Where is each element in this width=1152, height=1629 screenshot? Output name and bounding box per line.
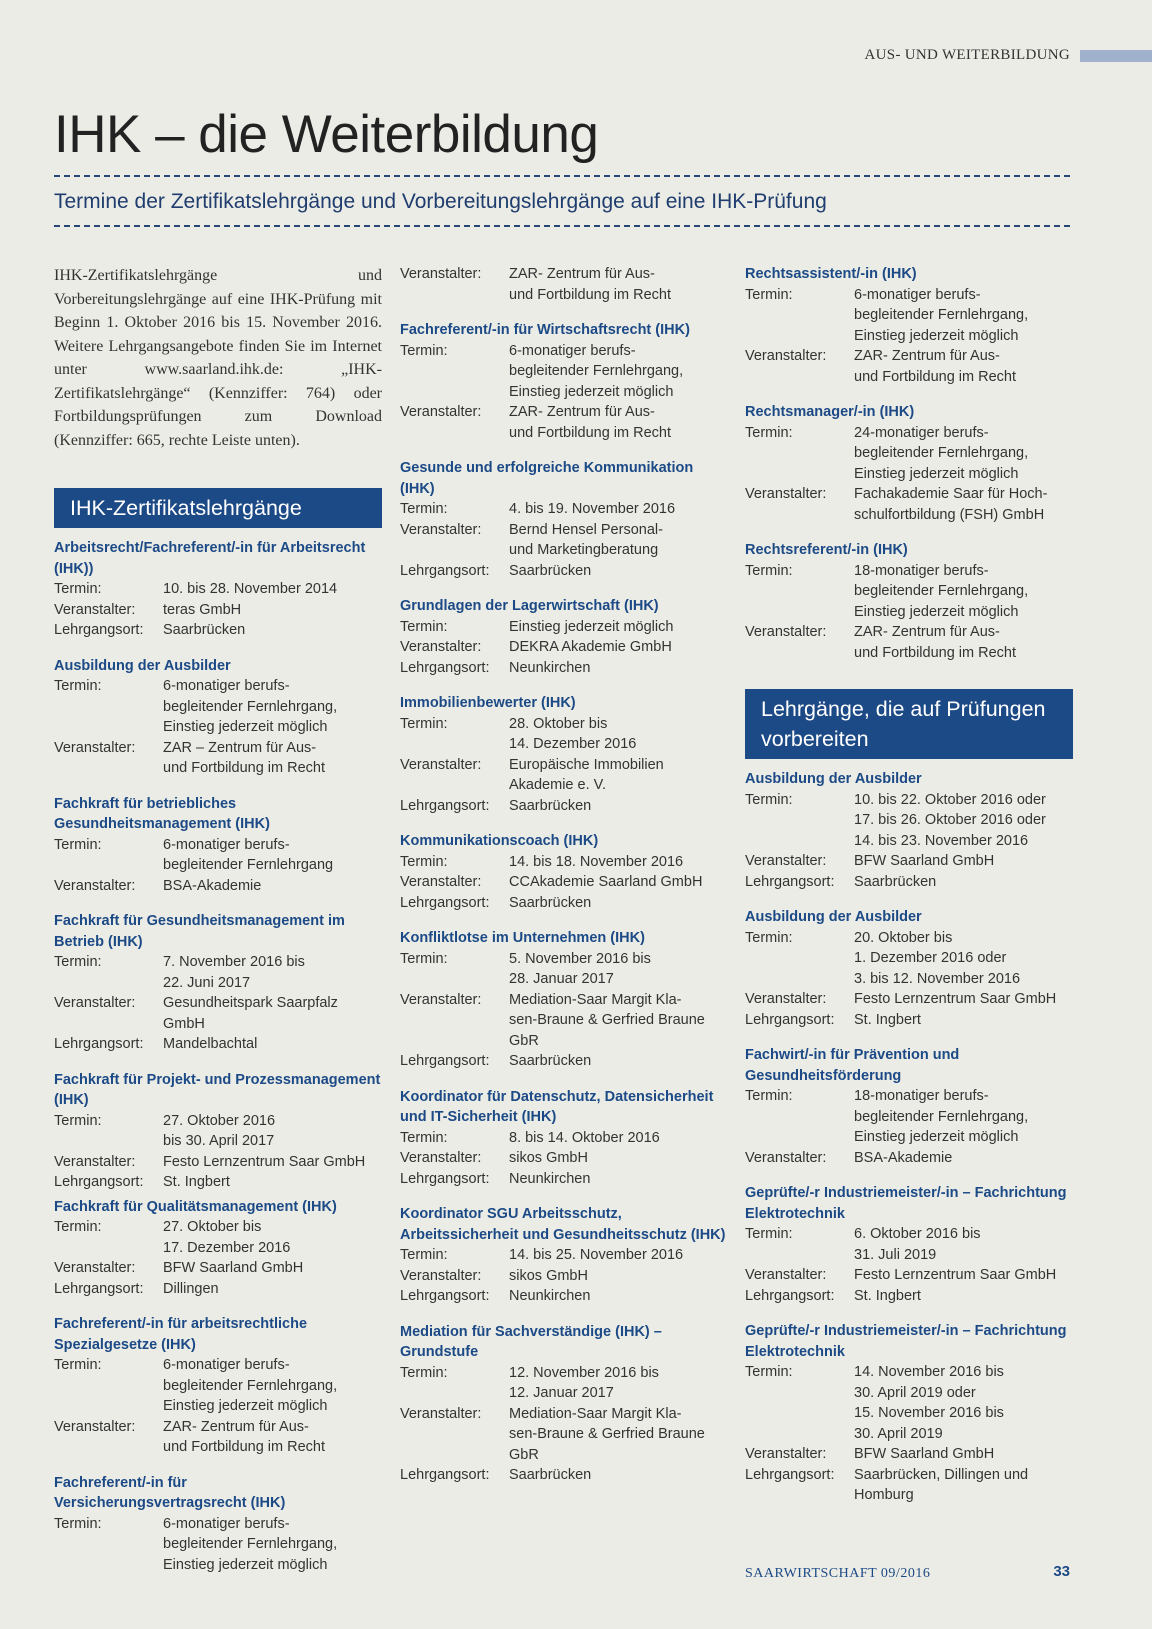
entry-row [400, 1465, 728, 1486]
course-title: Gesunde und erfolgreiche Kommunikation (IHK) [400, 460, 694, 497]
course-entry [745, 264, 1073, 387]
course-entry [54, 1314, 382, 1458]
row-label: Lehrgangsort: [400, 797, 490, 814]
row-value: Saarbrücken [509, 1467, 592, 1483]
entry-row [54, 1417, 382, 1458]
row-value: St. Ingbert [854, 1287, 921, 1304]
entry-row [54, 835, 382, 876]
row-value: ZAR- Zentrum für Aus- und Fortbildung im Recht [163, 1418, 325, 1455]
entry-row [400, 1148, 728, 1169]
entry-row [745, 1010, 1073, 1031]
course-title: Ausbildung der Ausbilder [745, 909, 922, 925]
row-value: CCAkademie Saarland GmbH [509, 874, 703, 890]
row-label: Veranstalter: [54, 1153, 136, 1170]
column-2 [400, 264, 728, 1501]
row-label: Veranstalter: [745, 348, 827, 364]
entry-row [745, 1148, 1073, 1169]
row-label: Lehrgangsort: [400, 659, 490, 676]
row-value: Festo Lernzentrum Saar GmbH [163, 1153, 366, 1170]
course-entry [745, 402, 1073, 525]
row-value: 24-monatiger berufs- begleitender Fernlehrgang, Einstieg jederzeit möglich [854, 424, 1029, 482]
row-label: Termin: [745, 424, 793, 441]
row-label: Veranstalter: [745, 991, 827, 1007]
row-label: Termin: [745, 1226, 793, 1242]
row-value: Europäische Immobilien Akademie e. V. [509, 756, 664, 793]
entry-row [54, 1514, 382, 1576]
row-value: ZAR- Zentrum für Aus- und Fortbildung im Recht [509, 404, 671, 441]
course-title: Rechtsreferent/-in (IHK) [745, 542, 908, 558]
row-value: 27. Oktober bis 17. Dezember 2016 [163, 1219, 291, 1256]
row-value: Fachakademie Saar für Hoch- schulfortbildung (FSH) GmbH [854, 486, 1048, 523]
row-value: 18-monatiger berufs- begleitender Fernlehrgang, Einstieg jederzeit möglich [854, 1088, 1029, 1145]
entry-row [400, 852, 728, 873]
entry-row [400, 1404, 728, 1466]
course-entry [745, 540, 1073, 663]
row-label: Veranstalter: [400, 1267, 482, 1284]
row-label: Veranstalter: [400, 266, 482, 282]
entry-row [745, 1286, 1073, 1307]
course-list-col3a [745, 264, 1073, 663]
row-label: Veranstalter: [745, 1149, 827, 1166]
course-entry [745, 1183, 1073, 1306]
section-box-zertifikat: IHK-Zertifikatslehrgänge [54, 488, 382, 528]
row-value: BFW Saarland GmbH [854, 1446, 995, 1462]
row-label: Lehrgangsort: [745, 1466, 835, 1483]
entry-row [745, 1224, 1073, 1265]
row-value: 6-monatiger berufs- begleitender Fernlehrgang [163, 836, 334, 873]
row-label: Veranstalter: [54, 1260, 136, 1276]
row-value: sikos GmbH [509, 1150, 588, 1166]
course-title: Fachwirt/-in für Prävention und Gesundheitsförderung [745, 1047, 960, 1084]
row-label: Lehrgangsort: [745, 1287, 835, 1304]
entry-row [400, 402, 728, 443]
entry-row [54, 993, 382, 1034]
row-value: ZAR- Zentrum für Aus- und Fortbildung im Recht [854, 348, 1016, 385]
section-label: AUS- UND WEITERBILDUNG [864, 47, 1070, 63]
course-title: Fachkraft für Projekt- und Prozessmanagement (IHK) [54, 1071, 381, 1108]
course-title: Fachkraft für betriebliches Gesundheitsmanagement (IHK) [54, 795, 270, 832]
row-value: Saarbrücken, Dillingen und Homburg [854, 1466, 1029, 1503]
row-label: Lehrgangsort: [54, 1174, 144, 1190]
row-value: 5. November 2016 bis 28. Januar 2017 [509, 950, 651, 987]
row-value: 14. bis 25. November 2016 [509, 1247, 684, 1263]
row-label: Veranstalter: [400, 1405, 482, 1422]
row-label: Termin: [400, 1364, 448, 1381]
entry-row [400, 499, 728, 520]
row-label: Lehrgangsort: [400, 1053, 490, 1069]
entry-row [400, 1266, 728, 1287]
course-entry [400, 596, 728, 678]
intro-text: IHK-Zertifikatslehrgänge und Vorbereitungslehrgänge auf eine IHK-Prüfung mit Beginn 1. Oktober 2016 bis 15. November 2016. Weitere Lehrgangsangebote finden Sie im Internet unter www.saarland.ihk.de: „IHK-Zertifikatslehrgänge“ (Kennziffer: 764) oder Fortbildungsprüfungen zum Download (Kennziffer: 665, rechte Leiste unten). [54, 267, 382, 449]
row-label: Termin: [745, 1088, 793, 1104]
row-label: Termin: [54, 1219, 102, 1235]
entry-row [54, 1111, 382, 1152]
row-label: Veranstalter: [400, 639, 482, 655]
course-title: Rechtsassistent/-in (IHK) [745, 266, 917, 282]
row-label: Veranstalter: [54, 739, 136, 756]
row-label: Lehrgangsort: [745, 1011, 835, 1028]
row-value: 14. November 2016 bis 30. April 2019 oder 15. November 2016 bis 30. April 2019 [854, 1364, 1004, 1442]
row-label: Veranstalter: [745, 1267, 827, 1283]
row-label: Lehrgangsort: [400, 1467, 490, 1483]
row-value: ZAR- Zentrum für Aus- und Fortbildung im Recht [509, 266, 671, 303]
course-title: Fachkraft für Gesundheitsmanagement im Betrieb (IHK) [54, 913, 345, 950]
section-box-pruefungen: Lehrgänge, die auf Prüfungen vorbereiten [745, 689, 1073, 759]
row-label: Lehrgangsort: [400, 1170, 490, 1187]
course-list-col3b [745, 769, 1073, 1506]
continued-entry [400, 264, 728, 305]
course-entry [54, 1473, 382, 1576]
entry-row [400, 1363, 728, 1404]
row-label: Lehrgangsort: [400, 1288, 490, 1304]
section-bar [1080, 50, 1152, 62]
entry-row [400, 1286, 728, 1307]
entry-row [745, 561, 1073, 623]
row-label: Termin: [54, 1515, 102, 1532]
course-entry [400, 1322, 728, 1486]
row-value: Saarbrücken [509, 1053, 592, 1069]
entry-row [54, 876, 382, 897]
row-value: 18-monatiger berufs- begleitender Fernlehrgang, Einstieg jederzeit möglich [854, 562, 1029, 620]
course-entry [54, 911, 382, 1055]
row-label: Termin: [745, 791, 793, 808]
row-label: Veranstalter: [54, 601, 136, 618]
course-list-col1 [54, 538, 382, 1575]
course-title: Grundlagen der Lagerwirtschaft (IHK) [400, 598, 659, 614]
row-value: ZAR- Zentrum für Aus- und Fortbildung im Recht [854, 624, 1016, 661]
entry-row [400, 1245, 728, 1266]
row-value: Gesundheitspark Saarpfalz GmbH [163, 995, 338, 1032]
row-value: 4. bis 19. November 2016 [509, 501, 676, 517]
course-title: Geprüfte/-r Industriemeister/-in – Fachrichtung Elektrotechnik [745, 1323, 1067, 1360]
row-value: BSA-Akademie [854, 1149, 953, 1166]
row-value: 8. bis 14. Oktober 2016 [509, 1129, 660, 1146]
row-label: Termin: [745, 286, 793, 303]
course-entry [745, 907, 1073, 1030]
entry-row [745, 622, 1073, 663]
row-value: Saarbrücken [509, 797, 592, 814]
entry-row [745, 484, 1073, 525]
row-label: Veranstalter: [745, 853, 827, 869]
course-entry [745, 1045, 1073, 1168]
entry-row [745, 872, 1073, 893]
row-label: Lehrgangsort: [54, 622, 144, 638]
row-value: BSA-Akademie [163, 877, 262, 894]
row-label: Lehrgangsort: [400, 562, 490, 579]
row-label: Termin: [400, 501, 448, 517]
entry-row [745, 851, 1073, 872]
course-entry [54, 538, 382, 641]
row-value: 10. bis 22. Oktober 2016 oder 17. bis 26. Oktober 2016 oder 14. bis 23. November 2016 [854, 791, 1046, 849]
row-value: 6-monatiger berufs- begleitender Fernlehrgang, Einstieg jederzeit möglich [854, 286, 1029, 344]
row-value: St. Ingbert [854, 1011, 921, 1028]
row-value: 28. Oktober bis 14. Dezember 2016 [509, 715, 637, 752]
row-label: Termin: [400, 342, 448, 359]
row-value: Mediation-Saar Margit Kla- sen-Braune & Gerfried Braune GbR [509, 991, 705, 1049]
publication-name: SAARWIRTSCHAFT 09/2016 [745, 1566, 931, 1581]
row-label: Veranstalter: [400, 521, 482, 538]
entry-row [400, 1051, 728, 1072]
row-label: Veranstalter: [54, 1418, 136, 1435]
entry-row [400, 714, 728, 755]
course-list-col2 [400, 320, 728, 1486]
row-value: sikos GmbH [509, 1267, 588, 1284]
page-title: IHK – die Weiterbildung [54, 105, 599, 164]
row-value: St. Ingbert [163, 1174, 230, 1190]
row-label: Termin: [54, 836, 102, 853]
course-entry [400, 320, 728, 443]
course-title: Fachkraft für Qualitätsmanagement (IHK) [54, 1198, 337, 1215]
column-3 [745, 264, 1073, 1521]
course-title: Konfliktlotse im Unternehmen (IHK) [400, 930, 645, 946]
entry-row [400, 561, 728, 582]
row-value: Saarbrücken [163, 622, 246, 638]
entry-row [745, 1444, 1073, 1465]
row-value: Saarbrücken [509, 894, 592, 911]
entry-row [400, 755, 728, 796]
row-value: 14. bis 18. November 2016 [509, 853, 684, 870]
row-value: 6-monatiger berufs- begleitender Fernlehrgang, Einstieg jederzeit möglich [509, 342, 684, 400]
row-value: 7. November 2016 bis 22. Juni 2017 [163, 954, 305, 991]
course-title: Immobilienbewerter (IHK) [400, 695, 576, 711]
row-label: Termin: [400, 950, 448, 967]
entry-row [54, 1217, 382, 1258]
row-label: Veranstalter: [745, 486, 827, 502]
row-label: Veranstalter: [745, 1446, 827, 1462]
entry-row [400, 1169, 728, 1190]
entry-row [54, 676, 382, 738]
row-value: Festo Lernzentrum Saar GmbH [854, 1267, 1057, 1283]
row-label: Veranstalter: [400, 991, 482, 1008]
entry-row [400, 1128, 728, 1149]
entry-row [400, 264, 728, 305]
row-value: Neunkirchen [509, 1170, 591, 1187]
entry-row [400, 341, 728, 403]
course-title: Ausbildung der Ausbilder [745, 771, 922, 787]
entry-row [54, 952, 382, 993]
entry-row [54, 620, 382, 641]
row-label: Termin: [54, 678, 102, 694]
divider-bottom [54, 225, 1070, 227]
row-value: Bernd Hensel Personal- und Marketingberatung [509, 521, 663, 558]
course-entry [400, 928, 728, 1072]
course-entry [54, 1070, 382, 1193]
entry-row [745, 285, 1073, 347]
row-label: Lehrgangsort: [54, 1036, 144, 1052]
row-value: 6. Oktober 2016 bis 31. Juli 2019 [854, 1226, 981, 1263]
course-entry [400, 693, 728, 816]
entry-row [400, 617, 728, 638]
entry-row [400, 893, 728, 914]
row-label: Termin: [400, 715, 448, 732]
course-entry [400, 831, 728, 913]
course-title: Ausbildung der Ausbilder [54, 657, 231, 674]
row-label: Veranstalter: [745, 624, 827, 640]
row-value: 12. November 2016 bis 12. Januar 2017 [509, 1364, 659, 1401]
course-title: Koordinator für Datenschutz, Datensicherheit und IT-Sicherheit (IHK) [400, 1088, 714, 1125]
row-value: Neunkirchen [509, 659, 591, 676]
row-label: Veranstalter: [400, 874, 482, 890]
entry-row [745, 346, 1073, 387]
course-entry [54, 794, 382, 897]
entry-row [745, 928, 1073, 990]
row-value: Neunkirchen [509, 1288, 591, 1304]
entry-row [54, 1034, 382, 1055]
row-value: DEKRA Akademie GmbH [509, 639, 672, 655]
row-label: Termin: [745, 562, 793, 579]
entry-row [745, 423, 1073, 485]
entry-row [54, 1152, 382, 1173]
course-entry [54, 656, 382, 779]
row-label: Termin: [54, 954, 102, 970]
row-value: Mandelbachtal [163, 1036, 258, 1052]
entry-row [54, 738, 382, 779]
row-value: 27. Oktober 2016 bis 30. April 2017 [163, 1112, 276, 1149]
course-title: Rechtsmanager/-in (IHK) [745, 404, 915, 420]
subtitle: Termine der Zertifikatslehrgänge und Vorbereitungslehrgänge auf eine IHK-Prüfung [54, 190, 827, 213]
row-label: Lehrgangsort: [745, 873, 835, 890]
course-title: Koordinator SGU Arbeitsschutz, Arbeitssicherheit und Gesundheitsschutz (IHK) [400, 1206, 726, 1243]
page-number: 33 [1053, 1563, 1070, 1580]
entry-row [54, 579, 382, 600]
row-label: Termin: [400, 618, 448, 635]
entry-row [400, 796, 728, 817]
row-label: Veranstalter: [400, 404, 482, 420]
course-title: Fachreferent/-in für arbeitsrechtliche Spezialgesetze (IHK) [54, 1316, 308, 1353]
row-value: 6-monatiger berufs- begleitender Fernlehrgang, Einstieg jederzeit möglich [163, 1357, 338, 1414]
row-value: BFW Saarland GmbH [163, 1260, 304, 1276]
entry-row [54, 600, 382, 621]
row-value: 6-monatiger berufs- begleitender Fernlehrgang, Einstieg jederzeit möglich [163, 1515, 338, 1573]
row-value: 20. Oktober bis 1. Dezember 2016 oder 3. bis 12. November 2016 [854, 929, 1021, 987]
course-entry [400, 458, 728, 581]
course-title: Kommunikationscoach (IHK) [400, 833, 599, 849]
row-value: Einstieg jederzeit möglich [509, 618, 674, 635]
entry-row [400, 872, 728, 893]
entry-row [745, 1086, 1073, 1148]
entry-row [745, 1465, 1073, 1506]
row-value: Dillingen [163, 1280, 219, 1297]
row-label: Termin: [400, 1129, 448, 1146]
row-label: Termin: [400, 853, 448, 870]
entry-row [400, 637, 728, 658]
course-title: Geprüfte/-r Industriemeister/-in – Fachrichtung Elektrotechnik [745, 1185, 1067, 1222]
row-value: BFW Saarland GmbH [854, 853, 995, 869]
row-value: ZAR – Zentrum für Aus- und Fortbildung im Recht [163, 739, 325, 776]
course-title: Fachreferent/-in für Wirtschaftsrecht (IHK) [400, 322, 690, 338]
row-label: Termin: [400, 1247, 448, 1263]
row-label: Termin: [54, 1112, 102, 1129]
entry-row [400, 949, 728, 990]
row-value: Saarbrücken [509, 562, 592, 579]
entry-row [745, 1362, 1073, 1444]
row-label: Lehrgangsort: [400, 894, 490, 911]
entry-row [54, 1279, 382, 1300]
row-label: Lehrgangsort: [54, 1280, 144, 1297]
row-value: Saarbrücken [854, 873, 937, 890]
row-value: 6-monatiger berufs- begleitender Fernlehrgang, Einstieg jederzeit möglich [163, 678, 338, 735]
entry-row [54, 1355, 382, 1417]
row-value: Mediation-Saar Margit Kla- sen-Braune & Gerfried Braune GbR [509, 1405, 705, 1463]
row-value: 10. bis 28. November 2014 [163, 581, 338, 597]
entry-row [745, 989, 1073, 1010]
row-label: Veranstalter: [54, 877, 136, 894]
row-label: Termin: [54, 1357, 102, 1373]
divider-top [54, 175, 1070, 177]
row-label: Termin: [745, 929, 793, 946]
row-label: Veranstalter: [400, 756, 482, 773]
entry-row [745, 1265, 1073, 1286]
entry-row [745, 790, 1073, 852]
course-title: Fachreferent/-in für Versicherungsvertragsrecht (IHK) [54, 1474, 286, 1511]
row-value: Festo Lernzentrum Saar GmbH [854, 991, 1057, 1007]
row-label: Termin: [745, 1364, 793, 1380]
row-label: Veranstalter: [54, 995, 136, 1011]
entry-row [400, 990, 728, 1052]
course-entry [400, 1087, 728, 1190]
course-entry [400, 1204, 728, 1307]
course-title: Mediation für Sachverständige (IHK) – Grundstufe [400, 1323, 662, 1360]
course-entry [745, 769, 1073, 892]
row-label: Termin: [54, 581, 102, 597]
row-value: teras GmbH [163, 601, 242, 618]
entry-row [400, 658, 728, 679]
entry-row [54, 1172, 382, 1193]
entry-row [400, 520, 728, 561]
course-entry [54, 1197, 382, 1300]
course-title: Arbeitsrecht/Fachreferent/-in für Arbeitsrecht (IHK)) [54, 540, 366, 577]
course-entry [745, 1321, 1073, 1506]
entry-row [54, 1258, 382, 1279]
row-label: Veranstalter: [400, 1150, 482, 1166]
column-1 [54, 264, 382, 1590]
